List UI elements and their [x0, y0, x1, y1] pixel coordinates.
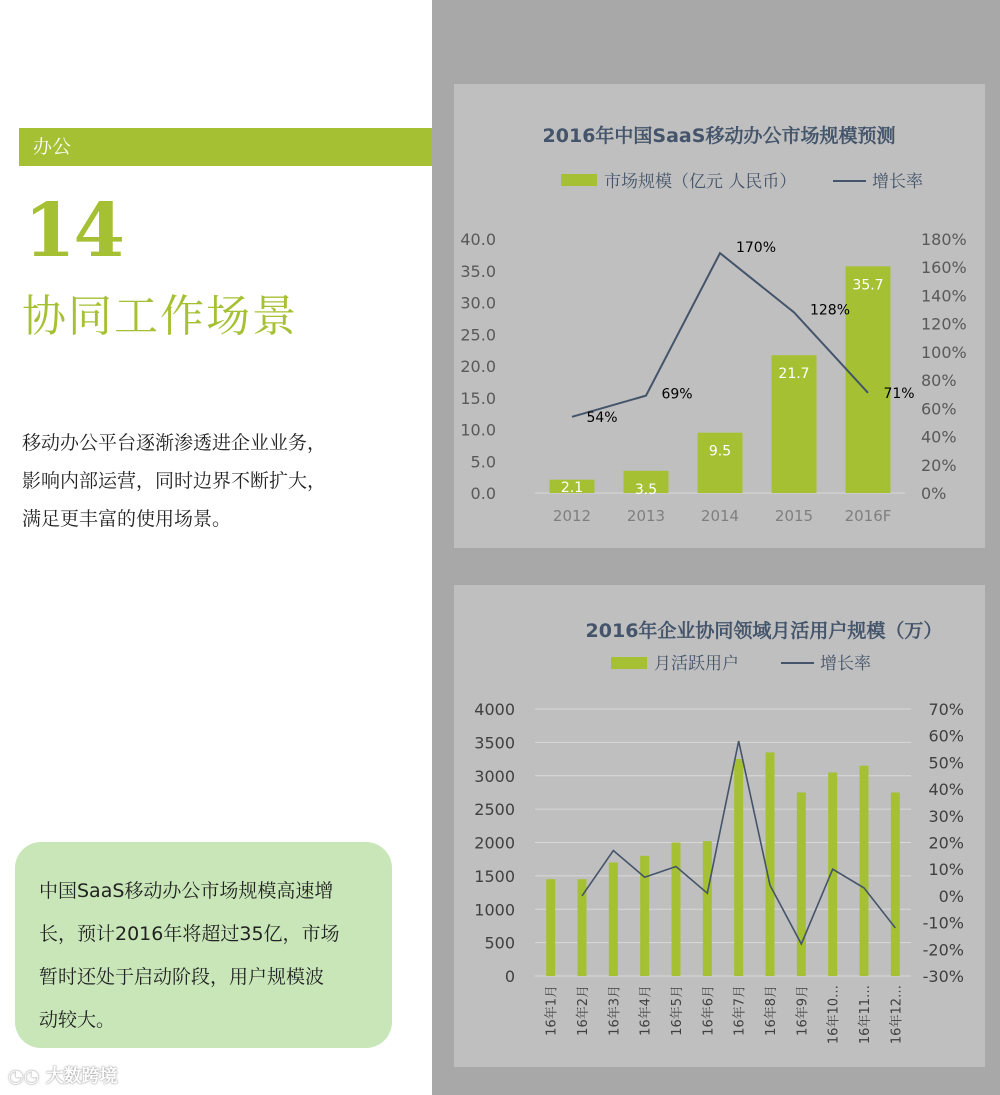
- intro-line: 满足更丰富的使用场景。: [22, 508, 232, 530]
- x-tick-label: 2015: [774, 507, 814, 525]
- y-left-tick-label: 1000: [474, 900, 515, 920]
- bar-data-label: 35.7: [852, 277, 884, 294]
- bar: [672, 843, 681, 977]
- y-right-tick-label: 120%: [921, 314, 967, 334]
- bar-data-label: 9.5: [708, 443, 732, 460]
- legend-bar-label: 市场规模（亿元 人民币）: [604, 172, 797, 192]
- y-right-tick-label: 40%: [928, 780, 964, 800]
- bar: [797, 792, 806, 976]
- chart-title: 2016年中国SaaS移动办公市场规模预测: [542, 125, 896, 147]
- watermark-logo-icon: ◔◔: [8, 1066, 46, 1087]
- x-tick-label: 16年2月: [576, 985, 591, 1036]
- summary-line: 动较大。: [39, 1009, 116, 1031]
- line-data-label: 54%: [586, 409, 618, 426]
- x-tick-label: 16年8月: [764, 985, 779, 1036]
- intro-line: 移动办公平台逐渐渗透进企业业务，: [22, 432, 327, 454]
- category-label: 办公: [33, 136, 72, 158]
- y-left-tick-label: 10.0: [460, 420, 496, 440]
- x-tick-label: 16年4月: [638, 985, 654, 1036]
- bar: [703, 841, 712, 976]
- y-right-tick-label: 80%: [921, 371, 957, 391]
- y-right-tick-label: 60%: [921, 399, 957, 419]
- y-right-tick-label: 10%: [928, 860, 964, 880]
- y-left-tick-label: 30.0: [460, 293, 496, 313]
- x-tick-label: 16年6月: [701, 985, 717, 1036]
- bar: [860, 766, 869, 976]
- section-number: 14: [24, 188, 123, 274]
- market-size-chart-svg: [454, 84, 985, 548]
- bar: [609, 863, 618, 976]
- line-data-label: 69%: [661, 386, 693, 403]
- summary-box: [15, 842, 392, 1048]
- y-left-tick-label: 2000: [474, 833, 515, 853]
- bar: [766, 752, 775, 976]
- y-left-tick-label: 4000: [474, 700, 515, 719]
- y-right-tick-label: 40%: [921, 427, 957, 447]
- line-data-label: 71%: [883, 385, 915, 402]
- x-tick-label: 2016F: [844, 507, 892, 525]
- y-right-tick-label: 20%: [921, 455, 957, 475]
- market-size-chart: [454, 84, 985, 548]
- growth-rate-line: [572, 253, 868, 417]
- bar: [828, 772, 837, 976]
- y-left-tick-label: 40.0: [460, 230, 496, 249]
- legend-bar-swatch: [611, 657, 647, 669]
- bar: [546, 879, 555, 976]
- x-tick-label: 2012: [552, 507, 592, 525]
- legend-bar-swatch: [561, 174, 597, 186]
- chart-title: 2016年企业协同领域月活用户规模（万）: [585, 620, 943, 642]
- y-right-tick-label: -30%: [922, 967, 964, 986]
- legend-line-label: 增长率: [872, 172, 923, 192]
- x-tick-label: 16年9月: [795, 985, 811, 1036]
- y-right-tick-label: 60%: [928, 726, 964, 746]
- y-left-tick-label: 500: [484, 933, 515, 953]
- legend-bar-label: 月活跃用户: [654, 654, 739, 674]
- y-left-tick-label: 15.0: [460, 388, 496, 408]
- y-left-tick-label: 35.0: [460, 261, 496, 281]
- x-tick-label: 16年10…: [826, 985, 842, 1045]
- bar-data-label: 3.5: [634, 481, 658, 498]
- bar-data-label: 21.7: [778, 366, 810, 383]
- y-left-tick-label: 1500: [474, 866, 515, 886]
- y-left-tick-label: 3500: [474, 733, 515, 753]
- y-right-tick-label: 160%: [921, 258, 967, 278]
- legend-line-label: 增长率: [820, 654, 871, 674]
- line-data-label: 170%: [735, 240, 777, 257]
- line-data-label: 128%: [809, 302, 851, 319]
- y-left-tick-label: 25.0: [460, 325, 496, 345]
- bar-data-label: 2.1: [560, 480, 584, 496]
- x-tick-label: 2013: [626, 507, 666, 525]
- monthly-active-users-chart: [454, 585, 985, 1067]
- x-tick-label: 16年7月: [732, 985, 748, 1036]
- section-title: 协同工作场景: [22, 291, 298, 342]
- y-right-tick-label: 180%: [921, 230, 967, 249]
- y-right-tick-label: 0%: [921, 484, 947, 503]
- y-right-tick-label: 140%: [921, 286, 967, 306]
- y-right-tick-label: -10%: [922, 913, 964, 933]
- y-right-tick-label: 20%: [928, 833, 964, 853]
- y-right-tick-label: 70%: [928, 700, 964, 719]
- bar: [846, 266, 891, 493]
- category-bar: [19, 128, 432, 166]
- bar: [891, 792, 900, 976]
- y-right-tick-label: 0%: [938, 886, 964, 906]
- x-tick-label: 16年1月: [544, 985, 560, 1036]
- y-left-tick-label: 0: [504, 967, 515, 986]
- watermark-text: 大数跨境: [45, 1066, 118, 1087]
- monthly-active-users-chart-svg: [454, 585, 985, 1067]
- summary-line: 长，预计2016年将超过35亿，市场: [39, 923, 340, 945]
- y-left-tick-label: 5.0: [470, 452, 496, 472]
- x-tick-label: 2014: [700, 507, 740, 525]
- y-right-tick-label: 50%: [928, 753, 964, 773]
- y-left-tick-label: 3000: [474, 766, 515, 786]
- y-left-tick-label: 2500: [474, 800, 515, 820]
- summary-line: 中国SaaS移动办公市场规模高速增: [39, 880, 334, 902]
- y-right-tick-label: 30%: [928, 806, 964, 826]
- y-left-tick-label: 20.0: [460, 357, 496, 376]
- y-left-tick-label: 0.0: [470, 484, 496, 503]
- x-tick-label: 16年5月: [670, 985, 685, 1036]
- x-tick-label: 16年11…: [858, 985, 873, 1045]
- summary-line: 暂时还处于启动阶段，用户规模波: [39, 966, 325, 988]
- bar: [698, 433, 743, 493]
- intro-text: [22, 424, 422, 538]
- watermark: [8, 1062, 118, 1088]
- intro-line: 影响内部运营，同时边界不断扩大，: [22, 470, 327, 492]
- bar: [578, 879, 587, 976]
- y-right-tick-label: 100%: [921, 342, 967, 362]
- x-tick-label: 16年3月: [607, 985, 623, 1036]
- y-right-tick-label: -20%: [922, 940, 964, 960]
- bar: [734, 759, 743, 976]
- x-tick-label: 16年12…: [889, 985, 905, 1045]
